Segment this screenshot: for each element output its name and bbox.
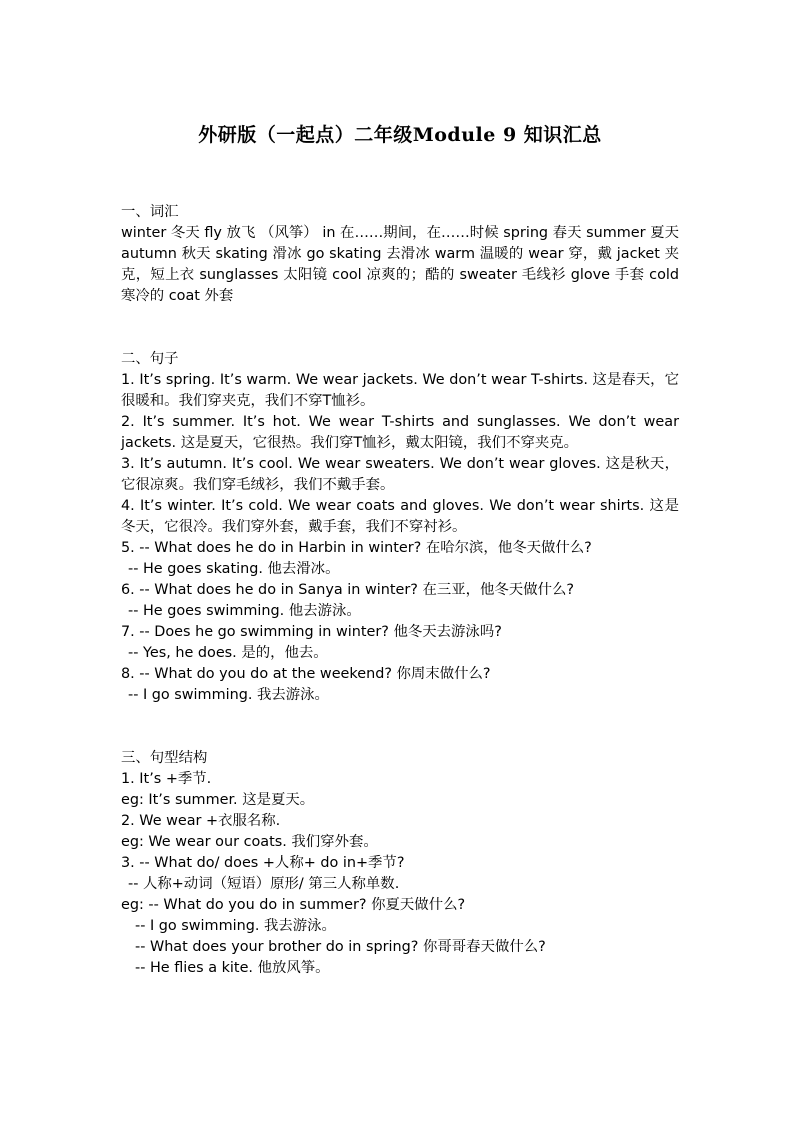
- sentence-item: 4. It’s winter. It’s cold. We wear coats and gloves. We don’t wear shirts. 这是冬天，它很冷。我们穿外套，戴手套，我们不穿衬衫。: [121, 498, 679, 535]
- dialog-question: 7. -- Does he go swimming in winter? 他冬天去游泳吗?: [121, 624, 502, 640]
- structure-line: -- What does your brother do in spring? 你哥哥春天做什么?: [135, 939, 546, 955]
- dialog-answer: -- He goes swimming. 他去游泳。: [128, 603, 361, 619]
- structure-line: -- 人称+动词（短语）原形/ 第三人称单数.: [128, 876, 400, 892]
- structure-line: eg: It’s summer. 这是夏天。: [121, 792, 315, 808]
- dialog-question: 8. -- What do you do at the weekend? 你周末做什么?: [121, 666, 491, 682]
- vocab-section: [121, 202, 679, 307]
- document-title: 外研版（一起点）二年级Module 9 知识汇总: [198, 124, 602, 146]
- dialog-answer: -- He goes skating. 他去滑冰。: [128, 561, 340, 577]
- sentence-item: 2. It’s summer. It’s hot. We wear T-shirts and sunglasses. We don’t wear jackets. 这是夏天，它很热。我们穿T恤衫，戴太阳镜，我们不穿夹克。: [121, 414, 679, 451]
- vocab-text: winter 冬天 fly 放飞 （风筝） in 在……期间，在……时候 spring 春天 summer 夏天 autumn 秋天 skating 滑冰 go skating 去滑冰 warm 温暖的 wear 穿，戴 jacket 夹克，短上衣 sunglasses 太阳镜 cool 凉爽的；酷的 sweater 毛线衫 glove 手套 cold 寒冷的 coat 外套: [121, 225, 679, 304]
- document-body: [121, 202, 679, 979]
- structure-line: -- He flies a kite. 他放风筝。: [135, 960, 330, 976]
- structure-line: eg: We wear our coats. 我们穿外套。: [121, 834, 378, 850]
- vocab-heading: 一、词汇: [121, 204, 179, 220]
- structure-line: 3. -- What do/ does +人称+ do in+季节?: [121, 855, 405, 871]
- structure-line: 1. It’s +季节.: [121, 771, 212, 787]
- dialog-answer: -- Yes, he does. 是的，他去。: [128, 645, 328, 661]
- structures-heading: 三、句型结构: [121, 750, 208, 766]
- sentence-item: 1. It’s spring. It’s warm. We wear jackets. We don’t wear T-shirts. 这是春天，它很暖和。我们穿夹克，我们不穿T恤衫。: [121, 372, 679, 409]
- structure-line: -- I go swimming. 我去游泳。: [135, 918, 336, 934]
- dialog-answer: -- I go swimming. 我去游泳。: [128, 687, 329, 703]
- sentence-item: 3. It’s autumn. It’s cool. We wear sweaters. We don’t wear gloves. 这是秋天，它很凉爽。我们穿毛绒衫，我们不戴手套。: [121, 456, 679, 493]
- structures-section: [121, 748, 679, 979]
- sentences-heading: 二、句子: [121, 351, 179, 367]
- sentences-section: [121, 349, 679, 706]
- structure-lines: [121, 769, 679, 979]
- dialog-question: 6. -- What does he do in Sanya in winter? 在三亚，他冬天做什么?: [121, 582, 575, 598]
- structure-line: eg: -- What do you do in summer? 你夏天做什么?: [121, 897, 466, 913]
- dialog-question: 5. -- What does he do in Harbin in winter? 在哈尔滨，他冬天做什么?: [121, 540, 592, 556]
- structure-line: 2. We wear +衣服名称.: [121, 813, 281, 829]
